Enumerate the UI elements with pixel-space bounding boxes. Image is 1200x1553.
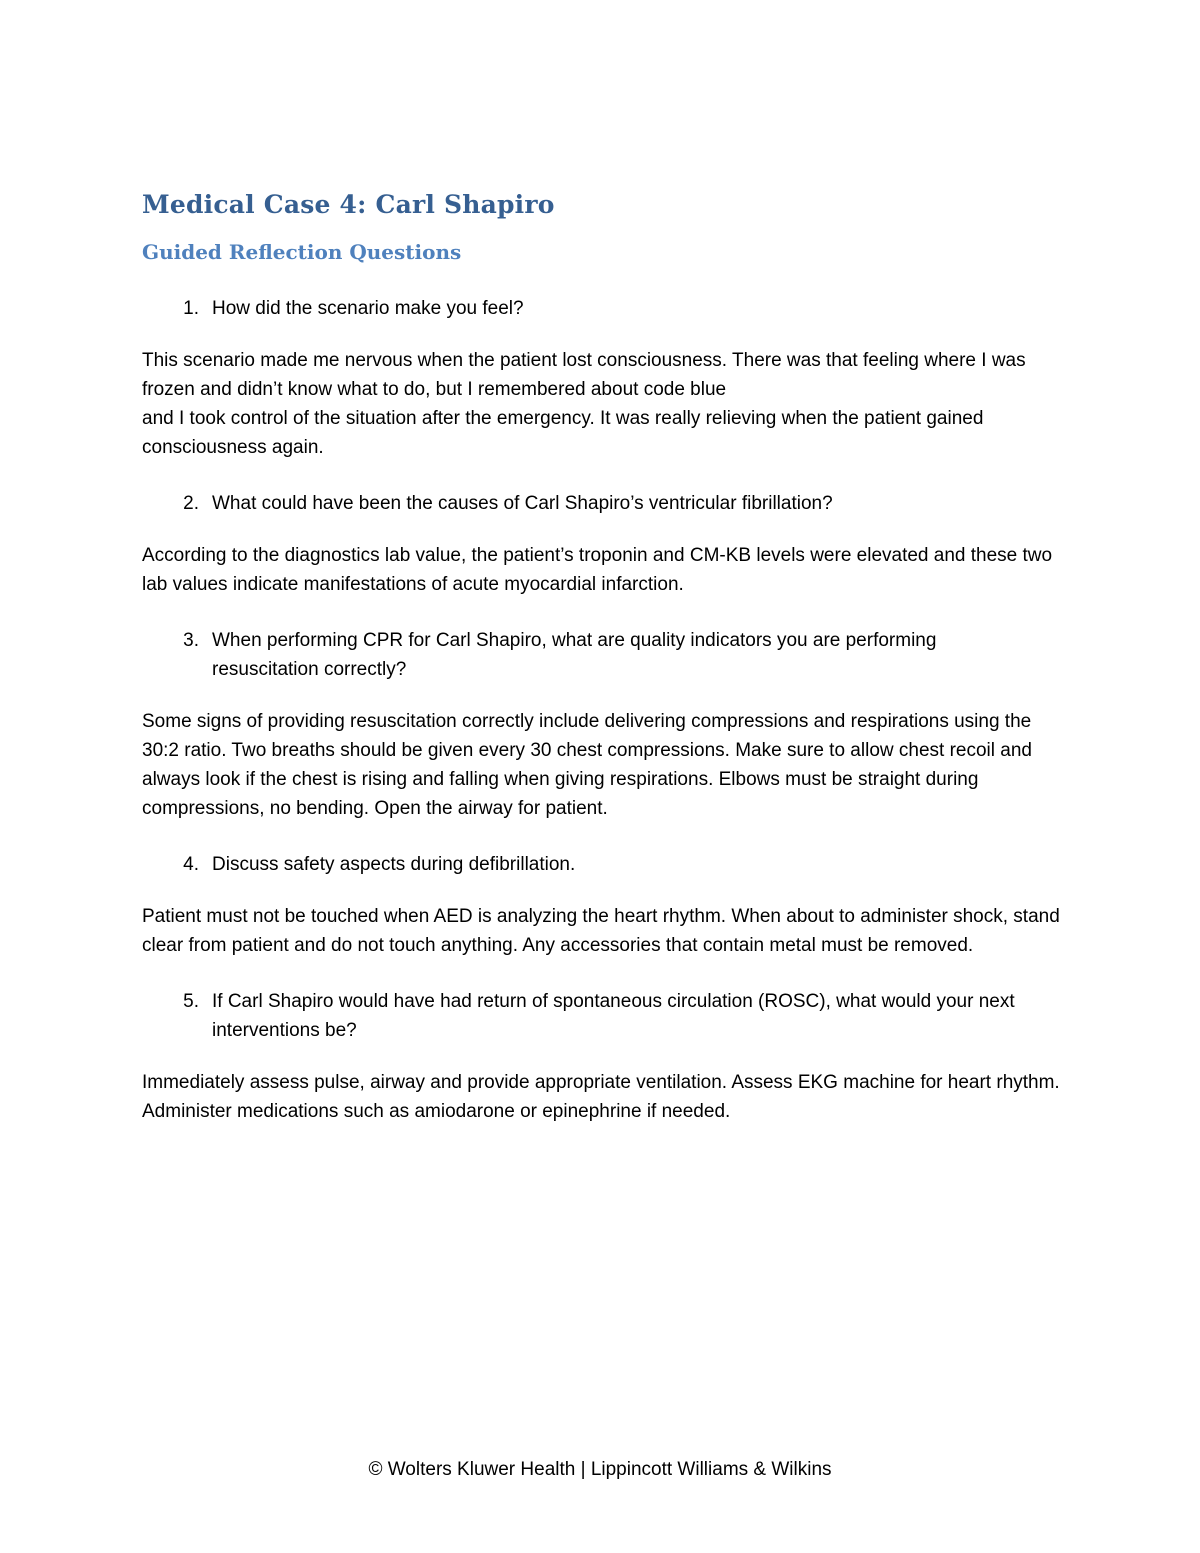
question-2 — [142, 489, 1072, 518]
page-title: Medical Case 4: Carl Shapiro — [142, 190, 555, 219]
answer-2: According to the diagnostics lab value, the patient’s troponin and CM-KB levels were elevated and these two lab values indicate manifestations of acute myocardial infarction. — [142, 545, 1053, 595]
question-text: How did the scenario make you feel? — [212, 298, 524, 319]
question-number: 1. — [183, 298, 199, 319]
question-5 — [142, 987, 1072, 1045]
page-footer: © Wolters Kluwer Health | Lippincott Williams & Wilkins — [368, 1459, 832, 1480]
question-number: 5. — [183, 991, 199, 1012]
question-number: 4. — [183, 854, 199, 875]
question-number: 3. — [183, 630, 199, 651]
question-1 — [142, 294, 1072, 323]
section-subtitle: Guided Reflection Questions — [142, 240, 462, 264]
document-body — [142, 190, 1072, 1153]
question-text: Discuss safety aspects during defibrillation. — [212, 854, 576, 875]
question-text: What could have been the causes of Carl Shapiro’s ventricular fibrillation? — [212, 493, 833, 514]
question-number: 2. — [183, 493, 199, 514]
question-4 — [142, 850, 1072, 879]
answer-3: Some signs of providing resuscitation correctly include delivering compressions and respirations using the 30:2 ratio. Two breaths should be given every 30 chest compressions. Make sure to allow chest recoil and always look if the chest is rising and falling when giving respirations. Elbows must be straight during compressions, no bending. Open the airway for patient. — [142, 711, 1032, 819]
answer-4: Patient must not be touched when AED is analyzing the heart rhythm. When about to administer shock, stand clear from patient and do not touch anything. Any accessories that contain metal must be removed. — [142, 906, 1060, 956]
question-text: If Carl Shapiro would have had return of spontaneous circulation (ROSC), what would your next interventions be? — [212, 991, 1015, 1041]
question-text: When performing CPR for Carl Shapiro, what are quality indicators you are performing resuscitation correctly? — [212, 630, 937, 680]
question-3 — [142, 626, 1072, 684]
answer-5: Immediately assess pulse, airway and provide appropriate ventilation. Assess EKG machine for heart rhythm. Administer medications such as amiodarone or epinephrine if needed. — [142, 1072, 1060, 1122]
answer-1: This scenario made me nervous when the patient lost consciousness. There was that feeling where I was frozen and didn’t know what to do, but I remembered about code blue and I took control of the situation after the emergency. It was really relieving when the patient gained consciousness again. — [142, 350, 1026, 458]
